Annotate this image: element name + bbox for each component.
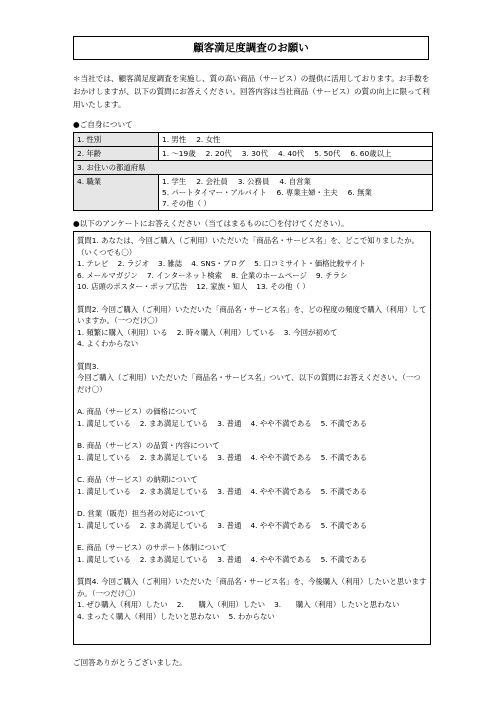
sub-question	[77, 440, 427, 463]
choice[interactable]: 1. 頻繁に購入（利用）いる	[77, 327, 168, 337]
profile-heading: ●ご自身について	[73, 120, 133, 129]
option[interactable]: 3. 30代	[241, 149, 268, 158]
choice[interactable]: 1. テレビ	[77, 259, 109, 268]
scale-choice[interactable]: 4. やや不満である	[250, 554, 312, 564]
question-text: 今回ご購入（ご利用）いただいた「商品名・サービス名」ついて、以下の質問にお答えください。（一つだけ〇）	[77, 373, 421, 394]
choice[interactable]: 2. 購入（利用）したい	[176, 600, 266, 609]
scale-choice[interactable]: 2. まあ満足している	[139, 486, 209, 496]
scale-choice[interactable]: 2. まあ満足している	[139, 418, 209, 428]
choice[interactable]: 2. 時々購入（利用）している	[176, 327, 275, 337]
question-1	[77, 235, 427, 293]
choice[interactable]: 4. まったく購入（利用）したいと思わない	[77, 611, 220, 621]
job-label: 4. 職業	[74, 175, 159, 211]
table-row	[74, 175, 433, 211]
scale-choice[interactable]: 4. やや不満である	[250, 520, 312, 530]
scale-choice[interactable]: 4. やや不満である	[250, 418, 312, 428]
choice[interactable]: 5. わからない	[228, 611, 275, 621]
gender-options[interactable]	[159, 133, 433, 147]
scale-choice[interactable]: 2. まあ満足している	[139, 554, 209, 564]
scale-choice[interactable]: 3. 普通	[217, 554, 242, 564]
scale-choice[interactable]: 5. 不満である	[320, 486, 367, 496]
scale-choice[interactable]: 4. やや不満である	[250, 486, 312, 496]
choice[interactable]: 7. インターネット検索	[146, 270, 223, 280]
scale-choice[interactable]: 3. 普通	[217, 452, 242, 462]
option[interactable]: 2. 会社員	[196, 177, 228, 186]
table-row	[74, 133, 433, 147]
sub-question-text: B. 商品（サービス）の品質・内容について	[77, 441, 220, 450]
choice[interactable]: 4. よくわからない	[77, 339, 139, 348]
table-row	[74, 161, 433, 175]
question-text: 質問1. あなたは、今回ご購入（ご利用）いただいた「商品名・サービス名」を、どこで知りましたか。（いくつでも〇）	[77, 236, 419, 257]
question-text: 質問2. 今回ご購入（ご利用）いただいた「商品名・サービス名」を、どの程度の頻度で購入（利用）していますか。（一つだけ〇）	[77, 304, 427, 325]
option[interactable]: 2. 20代	[205, 149, 232, 158]
scale-choice[interactable]: 1. 満足している	[77, 554, 131, 564]
question-3	[77, 361, 427, 396]
option[interactable]: 2. 女性	[196, 135, 221, 144]
option[interactable]: 5. 50代	[314, 149, 341, 158]
age-label: 2. 年齢	[74, 147, 159, 161]
option[interactable]: 3. 公務員	[237, 177, 270, 186]
sub-question	[77, 474, 427, 497]
document-title: 顧客満足度調査のお願い	[73, 36, 429, 60]
scale-choice[interactable]: 5. 不満である	[320, 554, 367, 564]
option[interactable]: 5. パートタイマー・アルバイト	[162, 188, 267, 197]
choice[interactable]: 13. その他（ ）	[256, 282, 310, 291]
scale-choice[interactable]: 5. 不満である	[320, 452, 367, 462]
sub-questions	[77, 406, 427, 565]
scale-choice[interactable]: 3. 普通	[217, 486, 242, 496]
scale-choice[interactable]: 5. 不満である	[320, 418, 367, 428]
choice[interactable]: 10. 店頭のポスター・ポップ広告	[77, 282, 188, 291]
sub-question	[77, 542, 427, 565]
choice[interactable]: 9. チラシ	[315, 270, 348, 280]
option[interactable]: 6. 60歳以上	[350, 149, 392, 158]
question-4	[77, 576, 427, 622]
choice[interactable]: 3. 雑誌	[158, 259, 183, 268]
scale-choice[interactable]: 2. まあ満足している	[139, 452, 209, 462]
question-2	[77, 304, 427, 350]
intro-text: ＊当社では、顧客満足度調査を実施し、質の高い商品（サービス）の提供に活用しております。お手数をおかけしますが、以下の質問にお答えください。回答内容は当社商品（サービス）の質の向上に限って利用いたします。	[73, 74, 430, 109]
scale-choice[interactable]: 1. 満足している	[77, 452, 131, 462]
scale-choice[interactable]: 3. 普通	[217, 418, 242, 428]
choice[interactable]: 12. 家族・知人	[196, 282, 248, 291]
scale-choice[interactable]: 1. 満足している	[77, 520, 131, 530]
choice[interactable]: 1. ぜひ購入（利用）したい	[77, 600, 168, 609]
survey-box	[73, 231, 431, 645]
scale-choice[interactable]: 1. 満足している	[77, 486, 131, 496]
table-row	[74, 147, 433, 161]
choice[interactable]: 3. 購入（利用）したいと思わない	[274, 600, 400, 609]
gender-label: 1. 性別	[74, 133, 159, 147]
option[interactable]: 1. 学生	[162, 177, 187, 186]
option-other[interactable]: 7. その他（ ）	[162, 199, 211, 208]
choice[interactable]: 3. 今回が初めて	[283, 327, 338, 337]
survey-heading: ●以下のアンケートにお答えください（当てはまるものに〇を付けてください）。	[73, 219, 349, 228]
option[interactable]: 1. 男性	[162, 135, 187, 144]
prefecture-label: 3. お住いの都道府県	[74, 161, 433, 175]
sub-question-text: A. 商品（サービス）の価格について	[77, 407, 198, 416]
choice[interactable]: 2. ラジオ	[117, 259, 150, 268]
option[interactable]: 6. 専業主婦・主夫	[276, 188, 338, 197]
sub-question-text: D. 営業（販売）担当者の対応について	[77, 509, 206, 518]
closing-text: ご回答ありがとうございました。	[73, 658, 187, 667]
job-options[interactable]	[159, 175, 433, 211]
question-title: 質問3.	[77, 361, 99, 371]
sub-question	[77, 406, 427, 429]
option[interactable]: 4. 40代	[278, 149, 305, 158]
age-options[interactable]	[159, 147, 433, 161]
choice[interactable]: 8. 企業のホームページ	[231, 270, 307, 280]
sub-question	[77, 508, 427, 531]
profile-table	[73, 132, 433, 211]
sub-question-text: C. 商品（サービス）の納期について	[77, 475, 198, 484]
scale-choice[interactable]: 1. 満足している	[77, 418, 131, 428]
scale-choice[interactable]: 4. やや不満である	[250, 452, 312, 462]
choice[interactable]: 5. 口コミサイト・価格比較サイト	[254, 259, 366, 268]
option[interactable]: 4. 自営業	[279, 177, 311, 186]
choice[interactable]: 4. SNS・ブログ	[191, 259, 246, 268]
question-text: 質問4. 今回ご購入（ご利用）いただいた「商品名・サービス名」を、今後購入（利用）したいと思いますか。（一つだけ〇）	[77, 577, 427, 598]
choice[interactable]: 6. メールマガジン	[77, 270, 138, 280]
scale-choice[interactable]: 2. まあ満足している	[139, 520, 209, 530]
option[interactable]: 1. 〜19歳	[162, 149, 196, 158]
sub-question-text: E. 商品（サービス）のサポート体制について	[77, 543, 227, 552]
scale-choice[interactable]: 5. 不満である	[320, 520, 367, 530]
scale-choice[interactable]: 3. 普通	[217, 520, 242, 530]
option[interactable]: 6. 無業	[347, 188, 372, 197]
